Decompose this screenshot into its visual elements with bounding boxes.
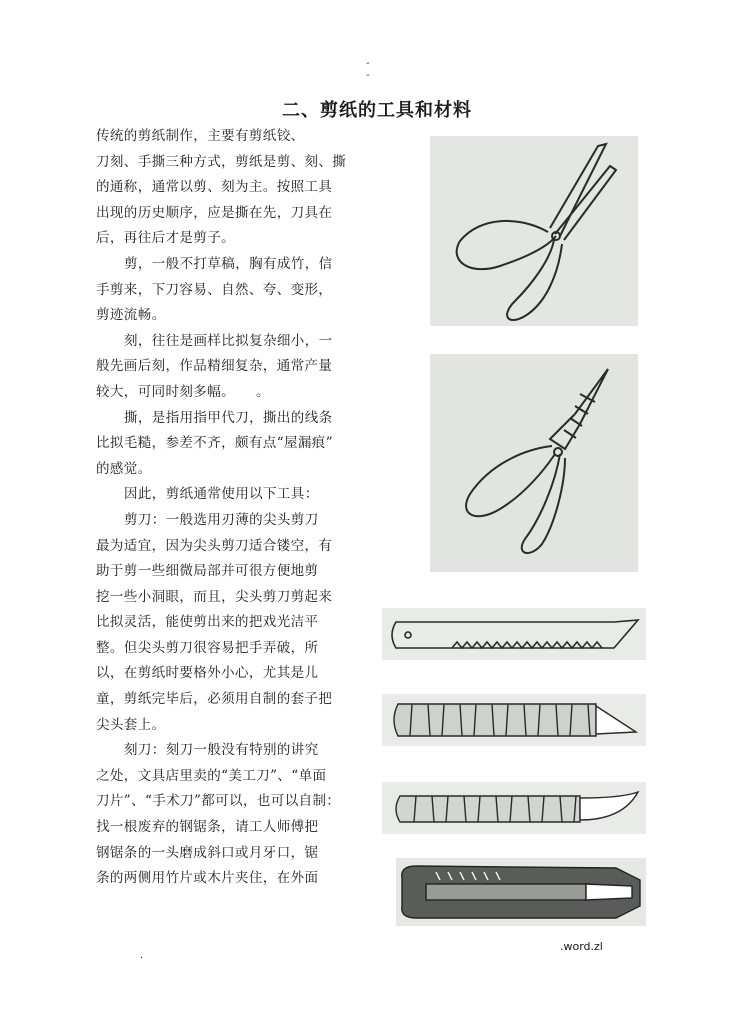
scissors-illustration-1 (430, 136, 638, 326)
wrapped-knife-illustration-1 (382, 694, 646, 746)
paragraph-cut: 剪，一般不打草稿，胸有成竹，信 手剪来，下刀容易、自然、夸、变形， 剪迹流畅。 (96, 255, 333, 324)
saw-knife-illustration (382, 608, 646, 660)
paragraph-tear: 撕，是指用指甲代刀，撕出的线条 比拟毛糙，参差不齐，颇有点“屋漏痕” 的感觉。 (96, 409, 334, 477)
paragraph-intro: 传统的剪纸制作，主要有剪纸铰、 刀刻、手撕三种方式，剪纸是剪、刻、撕 的通称，通常以剪、刻为主。按照工具 出现的历史顺序，应是撕在先，刀具在 后，再往后才是剪子。 (96, 128, 347, 247)
header-mark-1: - (366, 58, 370, 69)
footer-dot: . (140, 950, 144, 961)
paragraph-scissors: 剪刀：一般选用刃薄的尖头剪刀 最为适宜，因为尖头剪刀适合镂空，有 助于剪一些细微局部并可很方便地剪 挖一些小洞眼，而且，尖头剪刀剪起来 比拟灵活，能使剪出来的把戏光洁平 整。但尖头剪刀很容易把手弄破，所 以，在剪纸时要格外小心，尤其是儿 童，剪纸完毕后，必须用自制的套子把 尖头套上。 (96, 511, 333, 733)
header-mark-2: - (366, 70, 370, 81)
header-marks (366, 58, 370, 82)
section-title: 二、剪纸的工具和材料 (282, 100, 472, 121)
paragraph-knife: 刻刀：刻刀一般没有特别的讲究 之处，文具店里卖的“美工刀”、“单面 刀片”、“手术刀”都可以，也可以自制： 找一根废弃的钢锯条，请工人师傅把 钢锯条的一头磨成斜口或月牙口，锯 条的两侧用竹片或木片夹住，在外面 (96, 742, 341, 887)
body-text (96, 124, 396, 892)
paragraph-carve: 刻，往往是画样比拟复杂细小，一 般先画后刻，作品精细复杂，通常产量 较大，可同时刻多幅。 。 (96, 332, 333, 400)
paragraph-tools: 因此，剪纸通常使用以下工具： (124, 486, 319, 503)
footer-watermark: .word.zl (560, 940, 603, 953)
wrapped-knife-illustration-2 (382, 782, 646, 834)
scissors-illustration-2 (430, 354, 638, 572)
utility-knife-illustration (396, 858, 646, 926)
